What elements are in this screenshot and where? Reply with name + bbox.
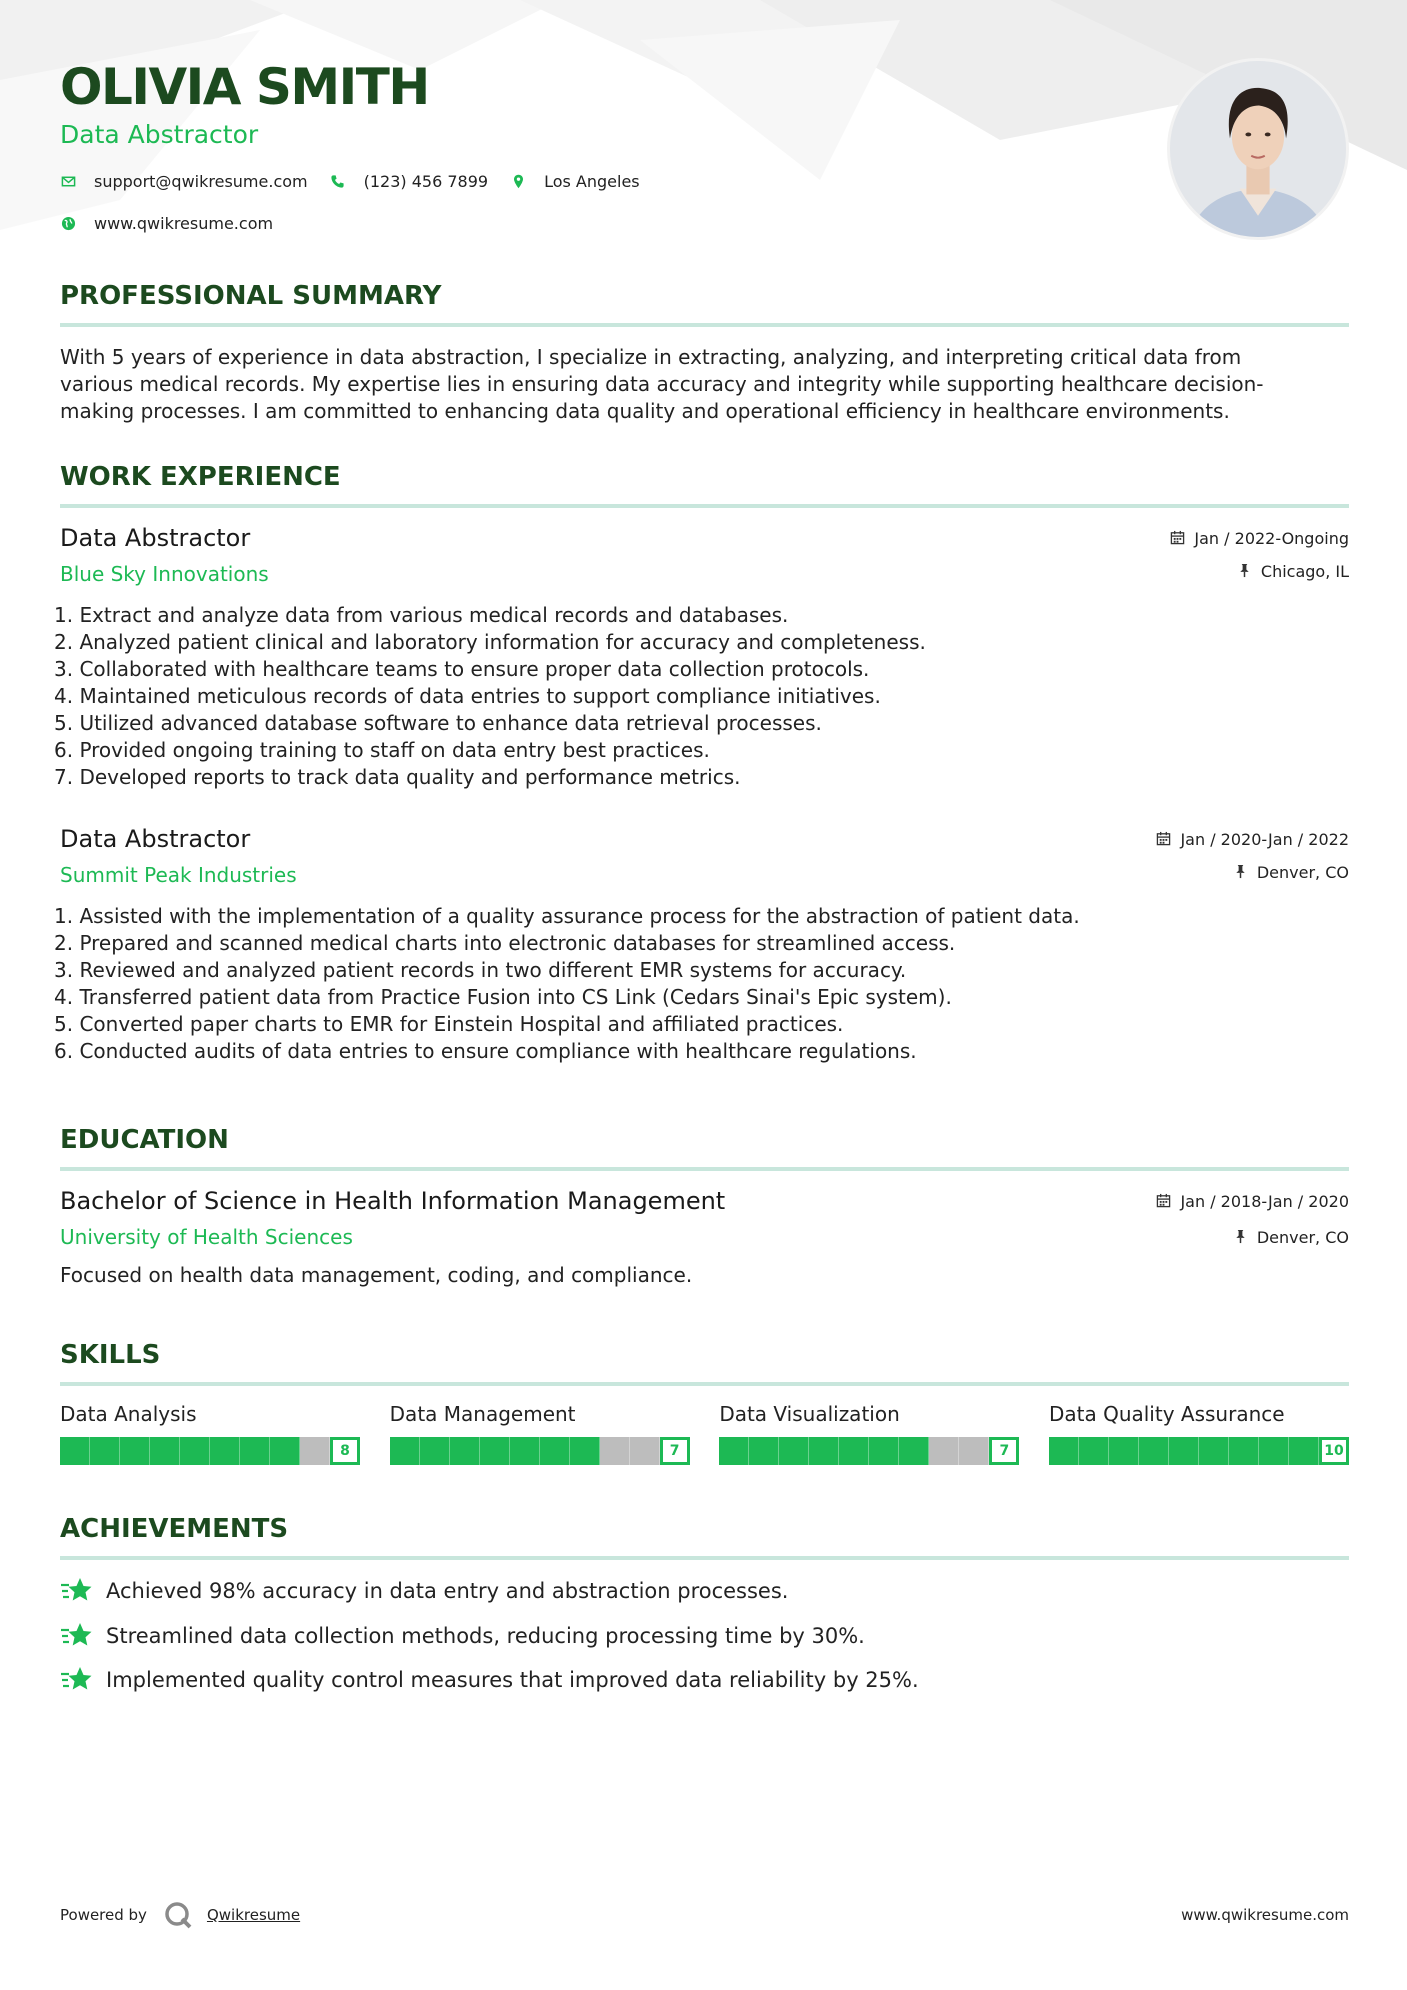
skill-level-segment: [1289, 1437, 1319, 1465]
job-location: Denver, CO: [1256, 862, 1349, 882]
footer-powered-by: [60, 1900, 300, 1930]
profile-photo: [1167, 58, 1349, 240]
achievement-item: [60, 1576, 1349, 1606]
pushpin-icon: [1237, 563, 1253, 579]
education-degree: Bachelor of Science in Health Information Management: [60, 1187, 726, 1215]
skill-level-segment: [779, 1437, 809, 1465]
skill-level-segment: [1229, 1437, 1259, 1465]
skill-name: Data Quality Assurance: [1048, 1402, 1285, 1426]
shooting-star-icon: [60, 1576, 92, 1606]
skill-level-segment: [630, 1437, 660, 1465]
job-dates-line: [1156, 829, 1349, 849]
job-dates-line: [1170, 528, 1349, 548]
website-text: www.qwikresume.com: [94, 214, 274, 233]
skill-level-segment: [120, 1437, 150, 1465]
skill-name: Data Analysis: [60, 1402, 197, 1426]
job-entry-1: [60, 524, 1349, 586]
phone-text: (123) 456 7899: [363, 172, 489, 191]
job-meta: [1156, 829, 1349, 882]
skill-item: [390, 1402, 690, 1465]
skills-list: [60, 1402, 1349, 1465]
skill-item: [60, 1402, 360, 1465]
skill-level-bar: [719, 1437, 1019, 1465]
contact-location: [510, 172, 640, 191]
job-company: Summit Peak Industries: [60, 863, 297, 887]
job-meta: [1170, 528, 1349, 581]
envelope-icon: [60, 174, 76, 190]
education-location-line: [1156, 1227, 1349, 1247]
calendar-icon: [1156, 1193, 1172, 1209]
skill-level-bar: [390, 1437, 690, 1465]
achievement-text: Achieved 98% accuracy in data entry and abstraction processes.: [106, 1579, 789, 1603]
education-dates-line: [1156, 1191, 1349, 1211]
skill-name: Data Management: [389, 1402, 576, 1426]
list-item: 3. Reviewed and analyzed patient records in two different EMR systems for accuracy.: [54, 958, 907, 982]
calendar-icon: [1170, 530, 1186, 546]
skill-level-segment: [90, 1437, 120, 1465]
education-location: Denver, CO: [1256, 1227, 1349, 1247]
job-role: Data Abstractor: [60, 825, 251, 853]
skill-level-segment: [809, 1437, 839, 1465]
skill-level-segment: [450, 1437, 480, 1465]
skill-level-segment: [60, 1437, 90, 1465]
education-entry: [60, 1187, 1349, 1249]
list-item: 2. Analyzed patient clinical and laboratory information for accuracy and completeness.: [54, 630, 926, 654]
skill-level-segment: [1199, 1437, 1229, 1465]
skill-level-segment: [1259, 1437, 1289, 1465]
skill-level-value: 10: [1319, 1437, 1349, 1465]
calendar-icon: [1156, 831, 1172, 847]
contact-email[interactable]: [60, 172, 308, 191]
summary-line: making processes. I am committed to enhancing data quality and operational efficiency in healthcare environments.: [60, 399, 1230, 423]
phone-icon: [330, 174, 346, 190]
skill-level-segment: [959, 1437, 989, 1465]
qwikresume-logo-icon: [163, 1900, 193, 1930]
achievement-item: [60, 1621, 1349, 1651]
summary-heading: PROFESSIONAL SUMMARY: [60, 281, 1349, 327]
globe-icon: [60, 216, 76, 232]
list-item: 3. Collaborated with healthcare teams to ensure proper data collection protocols.: [54, 657, 870, 681]
list-item: 4. Transferred patient data from Practice Fusion into CS Link (Cedars Sinai's Epic system).: [54, 985, 952, 1009]
skill-item: [719, 1402, 1019, 1465]
skill-level-segment: [210, 1437, 240, 1465]
email-text: support@qwikresume.com: [94, 172, 308, 191]
skill-level-segment: [1139, 1437, 1169, 1465]
skill-level-segment: [839, 1437, 869, 1465]
list-item: 5. Utilized advanced database software to enhance data retrieval processes.: [54, 711, 822, 735]
skills-heading: SKILLS: [60, 1340, 1349, 1386]
skill-level-segment: [1169, 1437, 1199, 1465]
contact-row-secondary: [60, 214, 295, 233]
skill-level-segment: [180, 1437, 210, 1465]
job-bullets-2: [54, 903, 1344, 1065]
skill-level-segment: [1049, 1437, 1079, 1465]
skill-level-segment: [240, 1437, 270, 1465]
job-location: Chicago, IL: [1260, 561, 1349, 581]
experience-heading: WORK EXPERIENCE: [60, 462, 1349, 508]
contact-row-primary: [60, 172, 662, 191]
pushpin-icon: [1233, 1229, 1249, 1245]
skill-item: [1049, 1402, 1349, 1465]
skill-level-segment: [869, 1437, 899, 1465]
list-item: 6. Conducted audits of data entries to ensure compliance with healthcare regulations.: [54, 1039, 917, 1063]
job-bullets-1: [54, 602, 1344, 791]
skill-level-bar: [60, 1437, 360, 1465]
skill-name: Data Visualization: [719, 1402, 900, 1426]
job-company: Blue Sky Innovations: [60, 562, 269, 586]
education-heading: EDUCATION: [60, 1125, 1349, 1171]
achievements-heading: ACHIEVEMENTS: [60, 1514, 1349, 1560]
skill-level-segment: [1109, 1437, 1139, 1465]
skill-level-segment: [270, 1437, 300, 1465]
skill-level-segment: [1079, 1437, 1109, 1465]
list-item: 6. Provided ongoing training to staff on data entry best practices.: [54, 738, 710, 762]
skill-level-segment: [480, 1437, 510, 1465]
job-dates: Jan / 2020-Jan / 2022: [1180, 829, 1349, 849]
skill-level-segment: [510, 1437, 540, 1465]
skill-level-segment: [899, 1437, 929, 1465]
map-pin-icon: [510, 174, 526, 190]
contact-phone[interactable]: [330, 172, 488, 191]
job-role: Data Abstractor: [60, 524, 251, 552]
skill-level-segment: [540, 1437, 570, 1465]
list-item: 1. Assisted with the implementation of a quality assurance process for the abstraction of patient data.: [54, 904, 1080, 928]
summary-line: various medical records. My expertise lies in ensuring data accuracy and integrity while supporting healthcare decision-: [60, 372, 1264, 396]
candidate-name: OLIVIA SMITH: [60, 58, 429, 116]
skill-level-segment: [150, 1437, 180, 1465]
shooting-star-icon: [60, 1621, 92, 1651]
pushpin-icon: [1233, 864, 1249, 880]
summary-line: With 5 years of experience in data abstraction, I specialize in extracting, analyzing, and interpreting critical data from: [60, 345, 1242, 369]
education-school: University of Health Sciences: [60, 1225, 353, 1249]
skill-level-segment: [390, 1437, 420, 1465]
achievements-list: [60, 1576, 1349, 1710]
list-item: 5. Converted paper charts to EMR for Einstein Hospital and affiliated practices.: [54, 1012, 844, 1036]
skill-level-segment: [719, 1437, 749, 1465]
job-dates: Jan / 2022-Ongoing: [1194, 528, 1349, 548]
job-location-line: [1156, 862, 1349, 882]
list-item: 4. Maintained meticulous records of data entries to support compliance initiatives.: [54, 684, 881, 708]
achievement-text: Streamlined data collection methods, reducing processing time by 30%.: [106, 1623, 865, 1648]
contact-website[interactable]: [60, 214, 273, 233]
skill-level-segment: [570, 1437, 600, 1465]
education-meta: [1156, 1191, 1349, 1247]
achievement-text: Implemented quality control measures that improved data reliability by 25%.: [106, 1668, 919, 1692]
achievement-item: [60, 1665, 1349, 1695]
list-item: 1. Extract and analyze data from various medical records and databases.: [54, 603, 789, 627]
skill-level-value: 8: [330, 1437, 360, 1465]
skill-level-segment: [929, 1437, 959, 1465]
job-entry-2: [60, 825, 1349, 887]
skill-level-segment: [749, 1437, 779, 1465]
education-description: Focused on health data management, coding, and compliance.: [60, 1263, 693, 1287]
skill-level-segment: [420, 1437, 450, 1465]
skill-level-segment: [300, 1437, 330, 1465]
powered-by-label: Powered by: [60, 1906, 147, 1924]
candidate-title: Data Abstractor: [60, 120, 259, 149]
skill-level-value: 7: [989, 1437, 1019, 1465]
skill-level-segment: [600, 1437, 630, 1465]
qwikresume-link[interactable]: Qwikresume: [206, 1906, 301, 1924]
job-location-line: [1170, 561, 1349, 581]
education-dates: Jan / 2018-Jan / 2020: [1180, 1191, 1349, 1211]
list-item: 7. Developed reports to track data quality and performance metrics.: [54, 765, 741, 789]
location-text: Los Angeles: [544, 172, 640, 191]
footer-website-link[interactable]: www.qwikresume.com: [1181, 1906, 1349, 1924]
list-item: 2. Prepared and scanned medical charts into electronic databases for streamlined access.: [54, 931, 956, 955]
summary-text: [60, 344, 1349, 425]
skill-level-value: 7: [660, 1437, 690, 1465]
skill-level-bar: [1049, 1437, 1349, 1465]
shooting-star-icon: [60, 1665, 92, 1695]
